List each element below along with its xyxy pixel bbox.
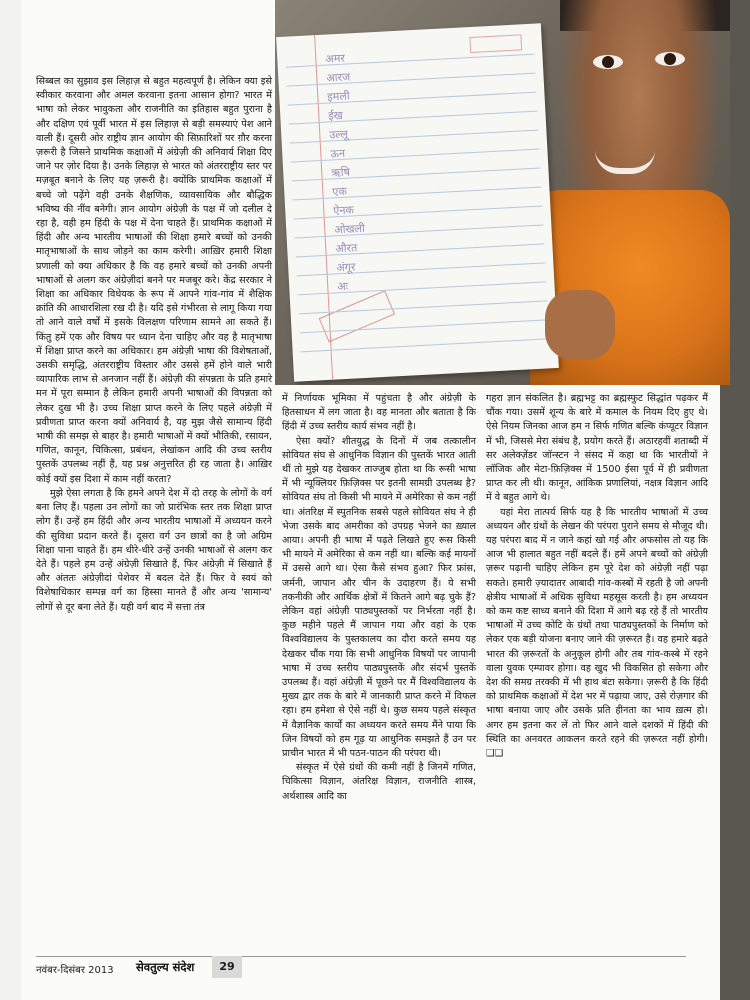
photo-handwritten-notebook: [276, 23, 559, 381]
page-number: 29: [212, 956, 242, 978]
notebook-handwritten-word: उल्लू: [329, 127, 349, 142]
notebook-ruled-line: [298, 281, 547, 295]
paragraph: गहरा ज्ञान संकलित है। ब्रह्मभट्ट का ब्रह्मस्फुट सिद्धांत पढ़कर मैं चौंक गया। उसमें शून्य के बारे में कमाल के नियम दिए हुए थे। ऐसे नियम जिनका आज हम न सिर्फ गणित बल्कि कंप्यूटर विज्ञान में भी, जिससे मेरा संबंध है, प्रयोग करते हैं। अठारहवीं शताब्दी में सर अलेक्ज़ेंडर जॉन्स्टन ने संसद में कहा था कि भारतीयों ने लॉजिक और मेटा-फ़िज़िक्स में 1500 ईसा पूर्व में ही प्रवीणता प्राप्त कर ली थी। कानून, आंकिक प्रणालियां, नक्षत्र विज्ञान आदि में वे बहुत आगे थे।: [486, 393, 708, 504]
notebook-handwritten-word: ऋषि: [330, 165, 351, 180]
magazine-name: सेवतुल्य संदेश: [136, 960, 195, 974]
notebook-ruled-line: [289, 111, 538, 125]
notebook-teacher-mark: [319, 290, 395, 342]
photo-hand: [545, 290, 615, 360]
article-column-3: [486, 392, 708, 761]
notebook-handwritten-word: ऊन: [330, 146, 346, 161]
left-margin: [0, 0, 22, 1000]
notebook-handwritten-word: ऐनक: [332, 203, 355, 218]
notebook-handwritten-word: औरत: [334, 241, 358, 256]
notebook-stamp-top: [469, 34, 522, 53]
notebook-handwritten-word: इमली: [327, 89, 350, 104]
page-footer: [36, 956, 686, 979]
article-column-1: [36, 75, 272, 615]
paragraph: सिब्बल का सुझाव इस लिहाज़ से बहुत महत्वपूर्ण है। लेकिन क्या इसे स्वीकार करवाना और अमल करवाना इतना आसान होगा? भारत में भाषा को लेकर भावुकता और राजनीति का इतिहास बहुत पुराना है और दक्षिण एवं पूर्वी भारत में इस लिहाज़ से बड़ी समस्याएं पेश आने वाली हैं। दूसरी ओर राष्ट्रीय ज्ञान आयोग की सिफ़ारिशों पर ग़ौर करना ज़रूरी है जिसने प्राथमिक कक्षाओं में अंग्रेज़ी की अनिवार्य शिक्षा दिए जाने पर ज़ोर दिया है। उनके लिहाज़ से भारत को अंतरराष्ट्रीय स्तर पर मज़बूत बनाने के लिए यह ज़रूरी है। क्योंकि प्राथमिक कक्षाओं में बच्चे जो पढ़ेंगे वही उनके शैक्षणिक, व्यावसायिक और बौद्धिक भविष्य की नींव बनेगी। ज्ञान आयोग अंग्रेज़ी के पक्ष में जो दलील दे रहा है, वही हम हिंदी के पक्ष में देना चाहते हैं। प्राथमिक कक्षाओं में हिंदी और अन्य भारतीय भाषाओं की शिक्षा हमारे बच्चों को उनकी मातृभाषाओं के साथ जोड़ने का काम करेगी। आख़िर हमारी शिक्षा प्रणाली को क्या अधिकार है कि वह हमारे बच्चों को उनकी अपनी भाषाओं से अलग कर अंग्रेज़ीदां बनने पर मजबूर करे। केंद्र सरकार ने शिक्षा का अधिकार विधेयक के रूप में आपने गांव-गांव में शैक्षिक क्रांति की आधारशिला रख दी है। यदि इसे गंभीरता से लागू किया गया तो आने वाले वर्षों में इसके विलक्षण परिणाम सामने आ सकते हैं। किंतु हमें एक और विषय पर ध्यान देना चाहिए और वह है मातृभाषा में शिक्षा प्राप्त करने का अधिकार। हम अंग्रेज़ी भाषा की विशेषताओं, उसकी समृद्धि, अंतरराष्ट्रीय विस्तार और उससे हमें होने वाले भारी व्यापारिक लाभ से अनजान नहीं हैं। अंग्रेज़ी की संपन्नता के प्रति हमारे मन में पूरा सम्मान है लेकिन हमारी अपनी भाषाओं की विपन्नता को लेकर दुख भी है। उच्च शिक्षा प्राप्त करने के लिए पहले अंग्रेज़ी में प्रवीणता प्राप्त करना क्यों अनिवार्य है, यह मुझ जैसे सामान्य हिंदी भाषी की समझ से बाहर है। हमारी भाषाओं में क्यों भौतिकी, रसायन, गणित, कानून, चिकित्सा, प्रबंधन, लेखांकन आदि की उच्च स्तरीय पुस्तकें उपलब्ध नहीं हैं, यह प्रश्न अनुत्तरित ही रह जाता है। आख़िर कोई क्यों इस दिशा में काम नहीं करता?: [36, 76, 272, 485]
photo-eye-left: [593, 55, 623, 69]
issue-date: नवंबर-दिसंबर 2013: [36, 965, 114, 976]
notebook-handwritten-word: अमर: [325, 51, 346, 66]
paragraph: ऐसा क्यों? शीतयुद्ध के दिनों में जब तत्कालीन सोवियत संघ से आधुनिक विज्ञान की पुस्तकें भारत आती थीं तो मुझे यह देखकर ताज्जुब होता था कि रूसी भाषा में भी न्यूक्लियर फ़िज़िक्स पर इतनी सामग्री उपलब्ध है? सोवियत संघ तो किसी भी मायने में अमेरिका से कम नहीं था। अंतरिक्ष में स्पुतनिक सबसे पहले सोवियत संघ ने ही भेजा उसके बाद अमरीका को उपग्रह भेजने का ख़्याल आया। अपनी ही भाषा में पढ़ते लिखते हुए रूस किसी भी मायने में अमेरिका से कम नहीं था। बल्कि कई मायनों में उससे आगे था। ऐसा कैसे संभव हुआ? फिर फ्रांस, जर्मनी, जापान और चीन के उदाहरण हैं। ये सभी तकनीकी और आर्थिक क्षेत्रों में कितने आगे बढ़ चुके हैं? लेकिन वहां अंग्रेज़ी पाठ्यपुस्तकों पर निर्भरता नहीं है। कुछ महीने पहले मैं जापान गया और वहां के एक विश्वविद्यालय के पुस्तकालय का दौरा करते समय यह देखकर चौंक गया कि सभी आधुनिक विषयों पर जापानी भाषा में उच्च स्तरीय पाठ्यपुस्तकें और संदर्भ पुस्तकें उपलब्ध हैं। वहां अंग्रेज़ी में पूछने पर मैं विश्वविद्यालय के मुख्य द्वार तक के बारे में जानकारी प्राप्त करने में विफल रहा। हम हमेशा से ऐसे नहीं थे। कुछ समय पहले संस्कृत में वैज्ञानिक कार्यों का अध्ययन करते समय मैंने पाया कि जिन विषयों को हम गूढ़ या आधुनिक समझते हैं उन पर प्राचीन भारत में भी पठन-पाठन की परंपरा थी।: [282, 435, 476, 760]
photo-child-with-notebook: [275, 0, 730, 385]
notebook-handwritten-word: आरज: [326, 70, 351, 85]
notebook-handwritten-word: एक: [331, 184, 348, 199]
paragraph: में निर्णायक भूमिका में पहुंचता है और अंग्रेज़ी के हितसाधन में लग जाता है। वह मानता और बताता है कि हिंदी में उच्च स्तरीय कार्य संभव नहीं है।: [282, 393, 476, 433]
article-column-2: [282, 392, 476, 804]
photo-eye-right: [655, 52, 685, 66]
paragraph: यहां मेरा तात्पर्य सिर्फ यह है कि भारतीय भाषाओं में उच्च अध्ययन और ग्रंथों के लेखन की परंपरा पुराने समय से मौजूद थी। यह परंपरा बाद में न जाने कहां खो गई और अफसोस तो यह कि आज भी हालात बहुत नहीं बदले हैं। हमें अपने बच्चों को अंग्रेज़ी ज़रूर पढ़ानी चाहिए लेकिन हम पूरे देश को अंग्रेज़ी नहीं पढ़ा सकते। हमारी ज़्यादातर आबादी गांव-कस्बों में रहती है जो अपनी क्षेत्रीय भाषाओं में अधिक सुविधा महसूस करती है। हम अध्ययन को कम कष्ट साध्य बनाने की दिशा में आगे बढ़ रहे हैं तो भारतीय भाषाओं में उच्च कोटि के ग्रंथों तथा पाठ्यपुस्तकों के निर्माण को लेकर एक बड़ी योजना बनाए जाने की ज़रूरत है। वह हमारे बढ़ते भारत की ज़रूरतों के अनुकूल होगी और तब गांव-कस्बे में रहने वाला युवक एम्पावर होगा। वह खुद भी विकसित हो सकेगा और देश की समग्र तरक्की में भी हाथ बंटा सकेगा। ज़रूरी है कि हिंदी को प्राथमिक कक्षाओं में देश भर में पढ़ाया जाए, उसे रोज़गार की भाषा बनाया जाए और उसके प्रति हीनता का भाव ख़त्म हो। अगर हम इतना कर लें तो फिर आने वाले दशकों में हिंदी की स्थिति का अनवरत आकलन करते रहने की ज़रूरत नहीं होगी। ❑❑: [486, 506, 708, 760]
notebook-ruled-line: [291, 149, 540, 163]
notebook-ruled-line: [301, 338, 550, 352]
notebook-handwritten-word: अंगूर: [335, 260, 356, 275]
notebook-ruled-line: [299, 300, 548, 314]
notebook-handwritten-word: अः: [336, 279, 349, 294]
notebook-handwritten-word: ओखली: [333, 221, 366, 237]
paragraph: संस्कृत में ऐसे ग्रंथों की कमी नहीं है जिनमें गणित, चिकित्सा विज्ञान, अंतरिक्ष विज्ञान, राजनीति शास्त्र, अर्थशास्त्र आदि का: [282, 762, 476, 802]
paragraph: मुझे ऐसा लगता है कि हमने अपने देश में दो तरह के लोगों के वर्ग बना लिए हैं। पहला उन लोगों का जो प्रारंभिक स्तर तक शिक्षा प्राप्त लोग हैं। उन्हें हम हिंदी और अन्य भारतीय भाषाओं में अध्ययन करने की सुविधा प्रदान करते हैं। दूसरा वर्ग उन छात्रों का है जो अग्रिम शिक्षा पाना चाहते हैं। हम धीरे-धीरे उन्हें उनकी भाषाओं से अलग कर देते हैं। पहले हम उन्हें अंग्रेज़ी सिखाते हैं, फिर अंग्रेज़ी में सिखाते हैं और अंततः अंग्रेज़ीदां पेशेवर में बदल देते हैं। फिर वे स्वयं को विशेषाधिकार सम्पन्न वर्ग का हिस्सा मानते हैं और अन्य 'सामान्य' लोगों से दूर बना लेते हैं। यही वर्ग बाद में सत्ता तंत्र: [36, 487, 272, 613]
notebook-ruled-line: [293, 186, 542, 200]
notebook-handwritten-word: ईख: [328, 108, 344, 123]
